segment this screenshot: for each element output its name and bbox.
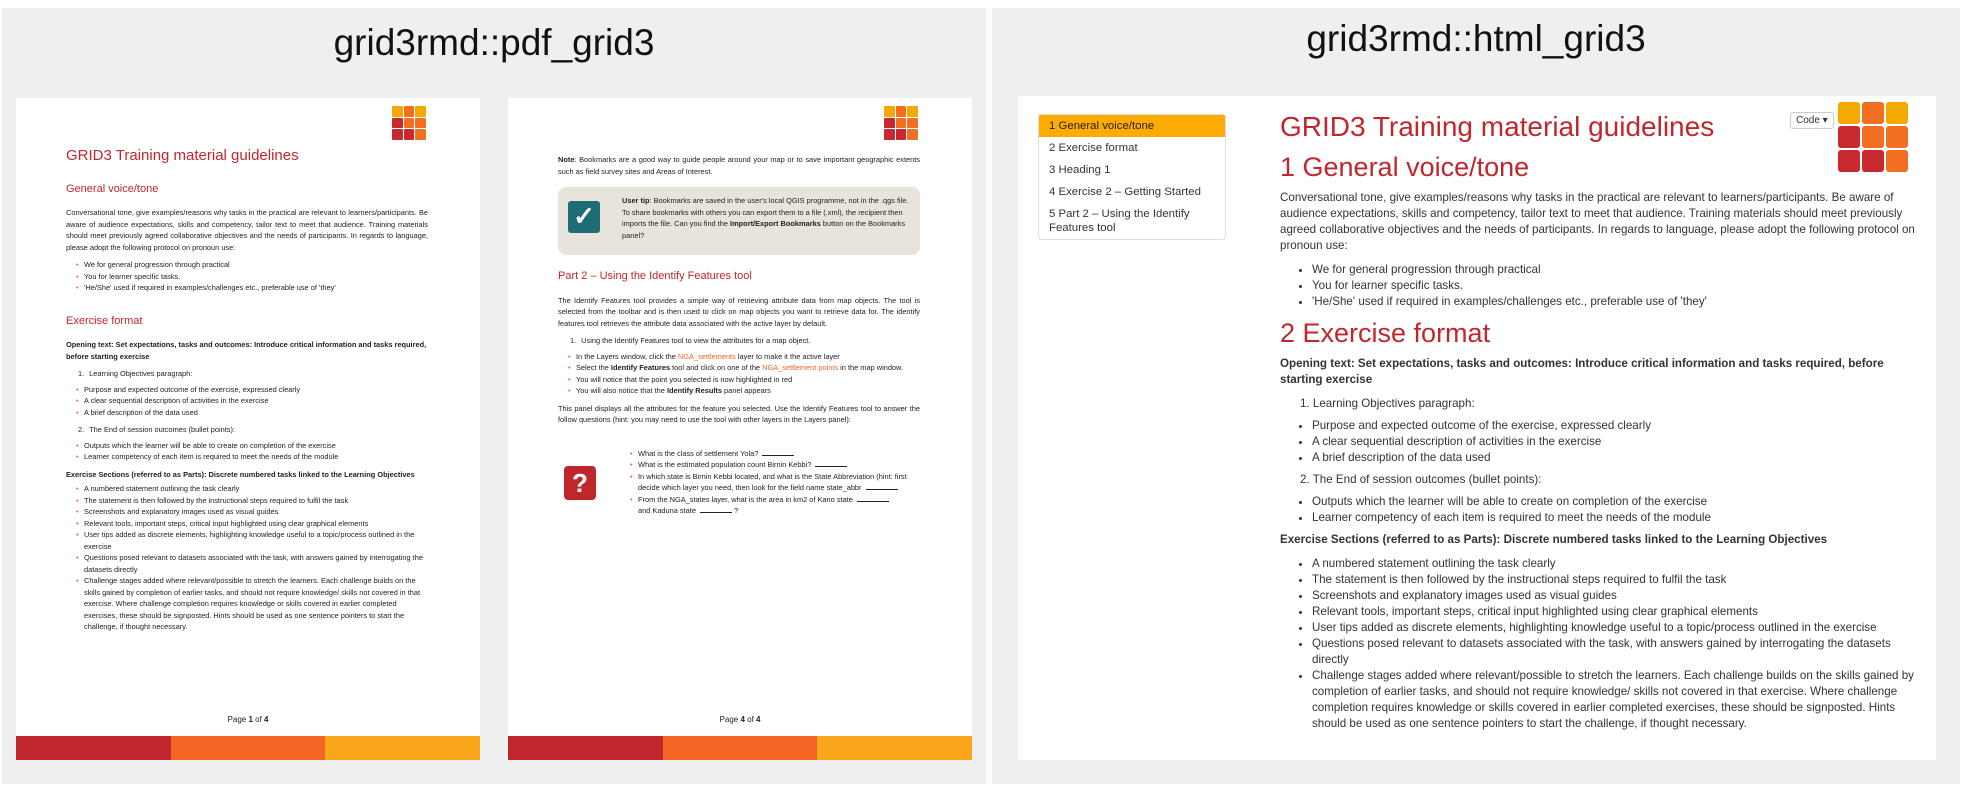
steps-list — [558, 335, 920, 347]
page-number: Page 1 of 4 — [227, 715, 269, 724]
list-item: • User tips added as discrete elements, highlighting knowledge useful to a topic/process outlined in the exercise — [84, 529, 428, 552]
heading-general-voice: General voice/tone — [66, 182, 159, 195]
list-item: • The statement is then followed by the instructional steps required to fulfil the task — [1312, 572, 1916, 588]
sections-bullets — [66, 483, 428, 633]
list-item: • Learner competency of each item is required to meet the needs of the module — [84, 451, 428, 463]
objectives-bullets — [66, 384, 428, 419]
toc-item-general-voice[interactable]: 1 General voice/tone — [1039, 115, 1225, 137]
sections-heading: Exercise Sections (referred to as Parts): Discrete numbered tasks linked to the Learning Objectives — [1280, 533, 1828, 546]
list-item: • A numbered statement outlining the task clearly — [84, 483, 428, 495]
list-item: • 'He/She' used if required in examples/challenges etc., preferable use of 'they' — [1312, 294, 1916, 310]
page-number: Page 4 of 4 — [719, 715, 761, 724]
question-mark-icon: ? — [564, 466, 596, 500]
pdf-page-4 — [508, 98, 972, 760]
opening-text: Opening text: Set expectations, tasks and outcomes: Introduce critical information and tasks required, before starting exercise — [66, 340, 427, 361]
pdf-panel-title: grid3rmd::pdf_grid3 — [333, 22, 655, 63]
table-of-contents — [1038, 114, 1226, 240]
voice-paragraph: Conversational tone, give examples/reasons why tasks in the practical are relevant to learners/participants. Be aware of audience expectations, skills and competency, tailor text to meet that audience. Training materials should meet previously agreed collaborative objectives and the needs of participants. In regards to language, please adopt the following protocol on pronoun use: — [1280, 191, 1915, 252]
voice-bullet-list — [66, 259, 428, 294]
list-item: 1. Learning Objectives paragraph: — [78, 369, 193, 378]
list-item: • Screenshots and explanatory images used as visual guides — [1312, 588, 1916, 604]
list-item: • Purpose and expected outcome of the exercise, expressed clearly — [1312, 418, 1916, 434]
list-item: • We for general progression through practical — [1312, 262, 1916, 278]
toc-item-exercise-format[interactable]: 2 Exercise format — [1049, 142, 1138, 154]
html-document — [1018, 96, 1936, 760]
heading-exercise-format: 2 Exercise format — [1280, 318, 1491, 348]
doc-title: GRID3 Training material guidelines — [66, 147, 299, 164]
list-item: • Questions posed relevant to datasets associated with the task, with answers gained by interrogating the datasets directly — [1312, 636, 1916, 668]
note-paragraph: Note: Bookmarks are a good way to guide people around your map or to save important geographic extents such as field survey sites and Areas of Interest. — [558, 155, 920, 176]
footer-color-bar — [508, 736, 972, 760]
list-item: • What is the class of settlement Yola? — [638, 448, 920, 460]
list-item: 2. The End of session outcomes (bullet points): — [78, 425, 236, 434]
list-item: • A brief description of the data used — [84, 407, 428, 419]
pdf-page-4-content — [558, 154, 920, 538]
checkmark-icon: ✓ — [568, 201, 600, 233]
objectives-bullets — [1280, 418, 1916, 466]
list-item: • Select the Identify Features tool and click on one of the NGA_settlement points in the map window. — [576, 362, 920, 374]
opening-text: Opening text: Set expectations, tasks and outcomes: Introduce critical information and tasks required, before starting exercise — [1280, 357, 1884, 386]
list-item: • Purpose and expected outcome of the exercise, expressed clearly — [84, 384, 428, 396]
html-panel-title: grid3rmd::html_grid3 — [1306, 18, 1646, 59]
footer-color-bar — [16, 736, 480, 760]
voice-paragraph: Conversational tone, give examples/reasons why tasks in the practical are relevant to learners/participants. Be aware of audience expectations, skills and competency, tailor text to meet that audience. Training materials should meet previously agreed collaborative objectives and the needs of participants. In regards to language, please adopt the following protocol on pronoun use: — [66, 208, 428, 252]
outcomes-list — [1280, 472, 1916, 488]
grid3-logo-icon — [884, 106, 918, 140]
toc-item-part-2[interactable]: 5 Part 2 – Using the Identify Features tool — [1049, 208, 1190, 234]
user-tip-text: User tip: Bookmarks are saved in the user's local QGIS programme, not in the .qgs file. To share bookmarks with others you can export them to a file (.xml), the recipient then imports the file. Can you find the Import/Export Bookmarks button on the Bookmarks panel? — [622, 196, 909, 240]
panel-paragraph: This panel displays all the attributes for the feature you selected. Use the Identify Features tool to answer the follow questions (hint: you may need to use the tool with other layers in the Layers panel): — [558, 403, 920, 424]
questions-block — [558, 448, 920, 538]
sections-bullets — [1280, 556, 1916, 732]
pdf-page-1 — [16, 98, 480, 760]
list-item: • Outputs which the learner will be able to create on completion of the exercise — [1312, 494, 1916, 510]
sections-heading: Exercise Sections (referred to as Parts): Discrete numbered tasks linked to the Learning Objectives — [66, 469, 415, 479]
list-item: 2. The End of session outcomes (bullet points): — [1300, 473, 1542, 486]
objectives-list — [66, 368, 428, 380]
list-item: • From the NGA_states layer, what is the area in km2 of Kano state and Kaduna state ? — [638, 494, 920, 517]
pdf-preview-panel — [2, 8, 986, 784]
list-item: • A brief description of the data used — [1312, 450, 1916, 466]
list-item: • Outputs which the learner will be able to create on completion of the exercise — [84, 440, 428, 452]
html-main-content — [1280, 110, 1916, 738]
user-tip-box — [558, 187, 920, 255]
outcomes-bullets — [66, 440, 428, 463]
list-item: • A numbered statement outlining the task clearly — [1312, 556, 1916, 572]
toc-item-exercise-2[interactable]: 4 Exercise 2 – Getting Started — [1049, 186, 1201, 198]
question-list — [628, 448, 920, 517]
grid3-logo-icon — [392, 106, 426, 140]
list-item: • You will notice that the point you selected is now highlighted in red — [576, 374, 920, 386]
list-item: • Questions posed relevant to datasets associated with the task, with answers gained by interrogating the datasets directly — [84, 552, 428, 575]
part2-paragraph: The Identify Features tool provides a simple way of retrieving attribute data from map objects. The tool is selected from the toolbar and is then used to click on map objects you want to retrieve data for. The identify features tool retrieves the attribute data associated with the active layer by default. — [558, 295, 920, 328]
list-item: • You will also notice that the Identify Results panel appears — [576, 385, 920, 397]
voice-bullet-list — [1280, 262, 1916, 310]
list-item: • Challenge stages added where relevant/possible to stretch the learners. Each challenge builds on the skills gained by completion of earlier tasks, and should not require knowledge/ skills not covered in that exercise. Where challenge completion requires knowledge or skills covered in earlier completed exercises, these should be signposted. Hints should be used as one sentence pointers to start the challenge, if thought necessary. — [84, 575, 428, 633]
list-item: • You for learner specific tasks. — [84, 271, 428, 283]
code-dropdown-button[interactable]: Code ▾ — [1790, 112, 1834, 129]
outcomes-list — [66, 424, 428, 436]
doc-title: GRID3 Training material guidelines — [1280, 111, 1715, 142]
list-item: • Relevant tools, important steps, critical input highlighted using clear graphical elements — [1312, 604, 1916, 620]
list-item: • User tips added as discrete elements, highlighting knowledge useful to a topic/process outlined in the exercise — [1312, 620, 1916, 636]
list-item: • A clear sequential description of activities in the exercise — [1312, 434, 1916, 450]
list-item: • The statement is then followed by the instructional steps required to fulfil the task — [84, 495, 428, 507]
list-item: • Screenshots and explanatory images used as visual guides — [84, 506, 428, 518]
heading-exercise-format: Exercise format — [66, 314, 143, 327]
list-item: • In the Layers window, click the NGA_settlements layer to make it the active layer — [576, 351, 920, 363]
pdf-page-1-content — [66, 147, 428, 639]
list-item: • What is the estimated population count Birnin Kebbi? — [638, 459, 920, 471]
list-item: • You for learner specific tasks. — [1312, 278, 1916, 294]
list-item: • Challenge stages added where relevant/possible to stretch the learners. Each challenge builds on the skills gained by completion of earlier tasks, and should not require knowledge/ skills not covered in that exercise. Where challenge completion requires knowledge or skills covered in earlier completed exercises, these should be signposted. Hints should be used as one sentence pointers to start the challenge, if thought necessary. — [1312, 668, 1916, 732]
toc-item-heading-1[interactable]: 3 Heading 1 — [1049, 164, 1111, 176]
list-item: • Learner competency of each item is required to meet the needs of the module — [1312, 510, 1916, 526]
heading-part2: Part 2 – Using the Identify Features tool — [558, 270, 752, 282]
list-item: 1. Using the Identify Features tool to view the attributes for a map object. — [570, 336, 811, 345]
list-item: 1. Learning Objectives paragraph: — [1300, 397, 1475, 410]
step-bullets — [558, 351, 920, 397]
list-item: • Relevant tools, important steps, critical input highlighted using clear graphical elements — [84, 518, 428, 530]
list-item: • We for general progression through practical — [84, 259, 428, 271]
heading-general-voice: 1 General voice/tone — [1280, 152, 1530, 182]
list-item: • In which state is Birnin Kebbi located, and what is the State Abbreviation (hint: first decide which layer you need, then look for the field name state_abbr — [638, 471, 920, 494]
list-item: • A clear sequential description of activities in the exercise — [84, 395, 428, 407]
outcomes-bullets — [1280, 494, 1916, 526]
list-item: • 'He/She' used if required in examples/challenges etc., preferable use of 'they' — [84, 282, 428, 294]
objectives-list — [1280, 396, 1916, 412]
